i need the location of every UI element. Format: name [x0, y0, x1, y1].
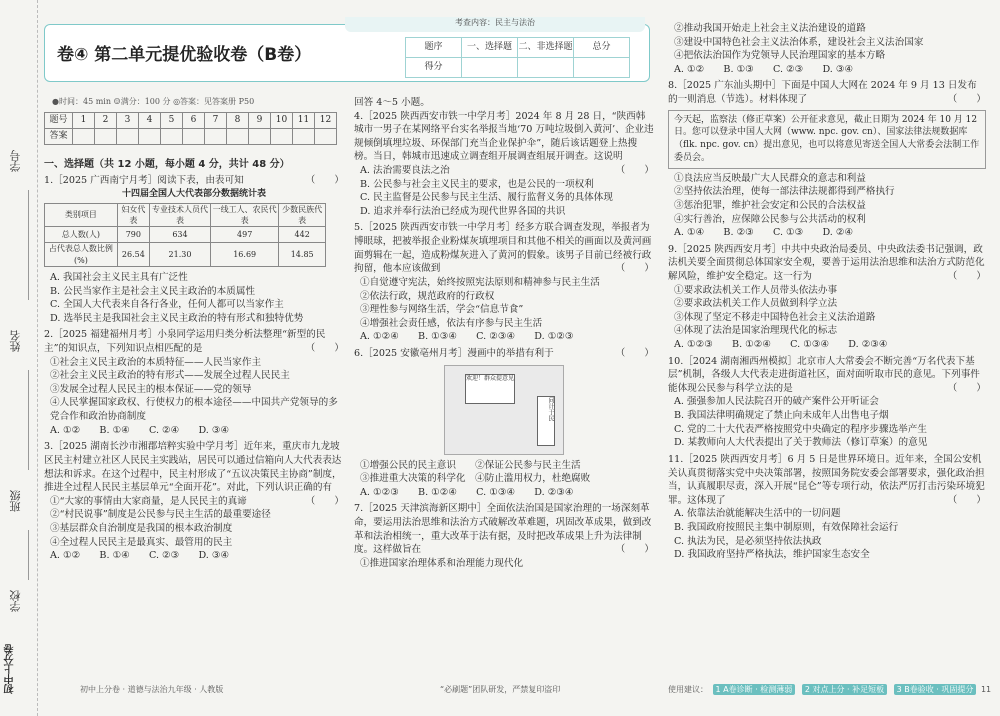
answer-paren[interactable]: （ ）: [615, 263, 654, 275]
statement: ③基层群众自治制度是我国的根本政治制度: [50, 522, 233, 534]
question-stem: 5.［2025 陕西西安市铁一中学月考］经多方联合调查发现，举报者为博眼球，把被举报企业粉煤灰填埋项目和其他不相关的画面以及黄河画面剪辑在一起，造成粉煤灰进入了黄河的假象。该男子目前已经被行政拘留，他本应该做到: [354, 222, 652, 275]
footer-usage-label: 使用建议：: [668, 685, 708, 694]
answer-grid-header: 12: [315, 113, 337, 129]
question-7-continued: [668, 22, 986, 76]
margin-line: [28, 190, 29, 300]
option[interactable]: B. 我国政府按照民主集中制原则，有效保障社会运行: [674, 521, 899, 533]
option-row[interactable]: A. ①② B. ①④ C. ②④ D. ③④: [50, 424, 230, 436]
option[interactable]: C. 党的二十大代表严格按照党中央确定的程序步骤选举产生: [674, 423, 927, 435]
answer-paren[interactable]: （ ）: [615, 347, 654, 359]
option-row[interactable]: A. ①②④ B. ①③④ C. ②③④ D. ①②③: [360, 331, 574, 343]
table-cell: 634: [149, 227, 210, 243]
exam-header: [44, 18, 650, 82]
option[interactable]: A. 强强参加人民法院召开的破产案件公开听证会: [674, 396, 879, 408]
score-input-cell[interactable]: [462, 58, 518, 78]
answer-input-cell[interactable]: [73, 129, 95, 145]
answer-grid-header: 3: [117, 113, 139, 129]
score-cell: 一、选择题: [462, 38, 518, 58]
statement: ②保证公民参与民主生活: [475, 459, 581, 471]
answer-input-cell[interactable]: [95, 129, 117, 145]
statement: ①自觉遵守宪法，始终按照宪法原则和精神参与民主生活: [360, 276, 600, 288]
table-cell: 442: [279, 227, 326, 243]
answer-input-cell[interactable]: [205, 129, 227, 145]
question-2: [44, 328, 344, 437]
answer-input-cell[interactable]: [117, 129, 139, 145]
answer-grid-header: 7: [205, 113, 227, 129]
statement: ①“大家的事情由大家商量，是人民民主的真谛: [50, 495, 247, 507]
header-banner: 考查内容：民主与法治: [345, 17, 645, 32]
statement: ③建设中国特色社会主义法治体系，建设社会主义法治国家: [674, 36, 924, 48]
question-stem: 6.［2025 安徽亳州月考］漫画中的举措有利于: [354, 347, 554, 359]
answer-input-cell[interactable]: [293, 129, 315, 145]
margin-label-school: 学校: [9, 590, 22, 612]
answer-input-cell[interactable]: [183, 129, 205, 145]
option[interactable]: A. 我国社会主义民主具有广泛性: [50, 272, 188, 283]
question-4: [354, 110, 654, 219]
question-6: [354, 347, 654, 499]
statement: ③惩治犯罪，维护社会安定和公民的合法权益: [674, 199, 866, 211]
answer-paren[interactable]: （ ）: [305, 175, 344, 187]
answer-input-cell[interactable]: [227, 129, 249, 145]
option-row[interactable]: A. ①②③ B. ①②④ C. ①③④ D. ②③④: [674, 339, 888, 351]
question-stem: 3.［2025 湖南长沙市湘郡培粹实验中学月考］近年来，重庆市九龙坡区民主村建立社区人民民主实践站，居民可以通过信箱向人大代表表达想法和诉求。在这个过程中，民主村形成了“五议决策民主协商”制度，推进全过程人民民主基层单元“全面开花”。对此，下列认识正确的有: [44, 441, 342, 494]
question-stem: 7.［2025 天津滨海新区期中］全面依法治国是国家治理的一场深刻革命，要运用法治思维和法治方式破解改革难题，巩固改革成果，做到改革和法治相统一，重大改革于法有据，及时把改革成果上升为法律制度。这样做旨在: [354, 503, 652, 556]
option-row[interactable]: A. ①② B. ①④ C. ②③ D. ③④: [50, 550, 230, 562]
data-table: [44, 203, 326, 267]
statement: ②“村民说事”制度是公民参与民主生活的最重要途径: [50, 509, 271, 521]
option[interactable]: A. 法治需要良法之治: [360, 165, 450, 177]
statement: ②社会主义民主政治的特有形式——发展全过程人民民主: [50, 370, 290, 382]
score-cell: 总分: [574, 38, 630, 58]
option[interactable]: C. 全国人大代表来自各行各业，任何人都可以当家作主: [50, 299, 284, 311]
table-header: 类别项目: [45, 203, 118, 227]
option[interactable]: B. 公民参与社会主义民主的要求，也是公民的一项权利: [360, 178, 594, 190]
column-left: [44, 158, 344, 566]
cartoon-sign: 欢迎！群众提意见: [465, 374, 515, 404]
table-cell: 占代表总人数比例(%): [45, 243, 118, 267]
statement: ①良法应当反映最广大人民群众的意志和利益: [674, 172, 866, 184]
margin-label-student-id: 学号: [9, 150, 22, 172]
question-stem: 8.［2025 广东汕头期中］下面是中国人大网在 2024 年 9 月 13 日发布的一则消息（节选）。材料体现了: [668, 80, 977, 106]
statement: ③发展全过程人民民主的根本保证——党的领导: [50, 383, 252, 395]
question-1: [44, 174, 344, 325]
footer-middle: “必刷题”团队研发，严禁复印盗印: [440, 685, 561, 694]
statement: ④防止滥用权力，杜绝腐败: [475, 473, 591, 485]
option[interactable]: D. 追求并奉行法治已经成为现代世界各国的共识: [360, 205, 566, 217]
question-11: [668, 453, 986, 562]
answer-paren[interactable]: （ ）: [305, 343, 344, 355]
answer-input-cell[interactable]: [249, 129, 271, 145]
answer-grid-header: 10: [271, 113, 293, 129]
exam-meta: ●时间：45 min ☺满分：100 分 ◎答案：见答案册 P50: [52, 97, 255, 106]
answer-paren[interactable]: （ ）: [947, 94, 986, 106]
question-9: [668, 243, 986, 352]
answer-paren[interactable]: （ ）: [947, 270, 986, 282]
question-stem: 9.［2025 陕西西安月考］中共中央政治局委员、中央政法委书记强调，政法机关要全面贯彻总体国家安全观，要善于运用法治思维和法治方式防范化解风险，维护安全稳定。这一行为: [668, 243, 985, 282]
answer-grid-header: 9: [249, 113, 271, 129]
footer-left: 初中上分卷 · 道德与法治九年级 · 人教版: [80, 685, 224, 694]
answer-grid-header: 1: [73, 113, 95, 129]
table-header: 专业技术人员代表: [149, 203, 210, 227]
statement: ④实行善治，应保障公民参与公共活动的权利: [674, 213, 866, 225]
material-box: 今天起，监察法（修正草案）公开征求意见，截止日期为 2024 年 10 月 12 日。您可以登录中国人大网（www. npc. gov. cn）、国家法律法规数据库（flk. npc. gov. cn）提出意见，也可以将意见寄送全国人大常委会法制工作委员会。: [668, 110, 986, 169]
option[interactable]: D. 某教师向人大代表提出了关于教师法（修订草案）的意见: [674, 437, 928, 449]
answer-grid-header: 2: [95, 113, 117, 129]
answer-grid-header: 4: [139, 113, 161, 129]
cartoon-image: [444, 365, 564, 455]
option[interactable]: D. 选举民主是我国社会主义民主政治的特有形式和独特优势: [50, 312, 304, 324]
question-stem: 2.［2025 福建福州月考］小泉同学运用归类分析法整理“新型的民主”的知识点，下列知识点相匹配的是: [44, 329, 326, 355]
statement: ③理性参与网络生活，学会“信息节食”: [360, 304, 524, 316]
answer-grid-header: 11: [293, 113, 315, 129]
answer-grid-header: 6: [183, 113, 205, 129]
statement: ③体现了坚定不移走中国特色社会主义法治道路: [674, 311, 876, 323]
column-middle: [354, 96, 654, 573]
footer-right: [668, 684, 991, 695]
binding-margin: [0, 0, 38, 716]
statement: ①推进国家治理体系和治理能力现代化: [360, 557, 524, 569]
question-10: [668, 355, 986, 450]
section-heading: 一、选择题（共 12 小题，每小题 4 分，共计 48 分）: [44, 159, 290, 170]
statement: ①要求政法机关工作人员带头依法办事: [674, 284, 838, 296]
usage-tag: 3 B卷验收 · 巩固提分: [894, 684, 977, 695]
answer-grid: [44, 112, 337, 145]
margin-line: [28, 370, 29, 470]
table-cell: 14.85: [279, 243, 326, 267]
cartoon-sign: 问计于民: [537, 396, 555, 446]
score-table: [405, 37, 630, 78]
table-cell: 总人数(人): [45, 227, 118, 243]
brand-logo: 初中上分卷: [5, 644, 16, 694]
option[interactable]: C. 执法为民，是必须坚持依法执政: [674, 535, 822, 547]
score-cell: 二、非选择题: [518, 38, 574, 58]
option-row[interactable]: A. ①② B. ①③ C. ②③ D. ③④: [674, 63, 854, 75]
answer-paren[interactable]: （ ）: [305, 495, 344, 507]
column-right: [668, 22, 986, 565]
usage-tag: 1 A卷诊断 · 检测薄弱: [713, 684, 796, 695]
table-cell: 26.54: [117, 243, 149, 267]
option-row[interactable]: A. ①④ B. ②③ C. ①③ D. ②④: [674, 227, 854, 239]
option[interactable]: B. 公民当家作主是社会主义民主政治的本质属性: [50, 285, 256, 297]
question-3: [44, 440, 344, 562]
answer-input-cell[interactable]: [315, 129, 337, 145]
option-row[interactable]: A. ①②③ B. ①②④ C. ①③④ D. ②③④: [360, 486, 574, 498]
statement: ④人民掌握国家政权、行使权力的根本途径——中国共产党领导的多党合作和政治协商制度: [50, 397, 338, 423]
option[interactable]: A. 依靠法治就能解决生活中的一切问题: [674, 508, 841, 520]
usage-tag: 2 对点上分 · 补足短板: [802, 684, 887, 695]
answer-paren[interactable]: （ ）: [947, 382, 986, 394]
table-cell: 16.69: [211, 243, 279, 267]
option[interactable]: C. 民主监督是公民参与民主生活、履行监督义务的具体体现: [360, 192, 613, 204]
score-input-cell[interactable]: [518, 58, 574, 78]
statement: ④全过程人民民主是最真实、最管用的民主: [50, 536, 233, 548]
table-header: 妇女代表: [117, 203, 149, 227]
answer-input-cell[interactable]: [139, 129, 161, 145]
option[interactable]: B. 我国法律明确规定了禁止向未成年人出售电子烟: [674, 410, 889, 422]
statement: ①增强公民的民主意识: [360, 459, 456, 471]
question-5: [354, 221, 654, 343]
question-stem: 11.［2025 陕西西安月考］6 月 5 日是世界环境日。近年来，全国公安机关认真贯彻落实党中央决策部署，按照国务院安委会部署要求，强化政治担当，认真履职尽责，深入开展“昆仑”等专项行动，依法严厉打击污染环境犯罪。这体现了: [668, 453, 985, 506]
answer-grid-header: 5: [161, 113, 183, 129]
table-cell: 21.30: [149, 243, 210, 267]
question-7: [354, 502, 654, 570]
statement: ①社会主义民主政治的本质特征——人民当家作主: [50, 356, 262, 368]
answer-paren[interactable]: （ ）: [947, 494, 986, 506]
table-cell: 790: [117, 227, 149, 243]
statement: ④把依法治国作为党领导人民治理国家的基本方略: [674, 50, 886, 62]
page-title: 卷④ 第二单元提优验收卷（B卷）: [57, 45, 312, 65]
question-8: [668, 79, 986, 239]
margin-line: [28, 530, 29, 580]
table-header: 一线工人、农民代表: [211, 203, 279, 227]
score-cell: 得分: [406, 58, 462, 78]
answer-grid-label: 答案: [45, 129, 73, 145]
table-cell: 497: [211, 227, 279, 243]
answer-input-cell[interactable]: [161, 129, 183, 145]
statement: ④增强社会责任感，依法有序参与民主生活: [360, 317, 543, 329]
statement: ②推动我国开始走上社会主义法治建设的道路: [674, 23, 866, 34]
answer-paren[interactable]: （ ）: [615, 165, 654, 177]
score-cell: 题序: [406, 38, 462, 58]
table-header: 少数民族代表: [279, 203, 326, 227]
statement: ④体现了法治是国家治理现代化的标志: [674, 325, 838, 337]
answer-input-cell[interactable]: [271, 129, 293, 145]
question-stem: 1.［2025 广西南宁月考］阅读下表，由表可知: [44, 175, 244, 187]
score-input-cell[interactable]: [574, 58, 630, 78]
answer-paren[interactable]: （ ）: [615, 544, 654, 556]
lead-text: 回答 4～5 小题。: [354, 97, 430, 108]
table-caption: 十四届全国人大代表部分数据统计表: [121, 188, 266, 199]
margin-label-class: 班级: [9, 490, 22, 512]
question-stem: 10.［2024 湖南湘西州模拟］北京市人大常委会不断完善“万名代表下基层”机制，各级人大代表走进街道社区，面对面听取市民的意见。下列事件能体现公民参与科学立法的是: [668, 355, 980, 394]
margin-label-name: 姓名: [9, 330, 22, 352]
statement: ②坚持依法治理，使每一部法律法规都得到严格执行: [674, 186, 895, 198]
question-stem: 4.［2025 陕西西安市铁一中学月考］2024 年 8 月 28 日，“陕西韩城市一男子在某网络平台实名举报当地‘70 万吨垃圾倒入黄河’、企业违规倾倒填埋垃圾、环保部门充当企业保护伞”，随后该话题登上热搜榜。当日，韩城市迅速成立调查组开展调查组展开调查。这说明: [354, 110, 654, 163]
statement: ③推进重大决策的科学化: [360, 473, 466, 485]
option[interactable]: D. 我国政府坚持严格执法，维护国家生态安全: [674, 549, 870, 561]
answer-grid-header: 8: [227, 113, 249, 129]
page-number: 11: [980, 685, 992, 694]
answer-grid-header: 题号: [45, 113, 73, 129]
statement: ②依法行政，规范政府的行政权: [360, 290, 495, 302]
statement: ②要求政法机关工作人员做到科学立法: [674, 298, 838, 310]
